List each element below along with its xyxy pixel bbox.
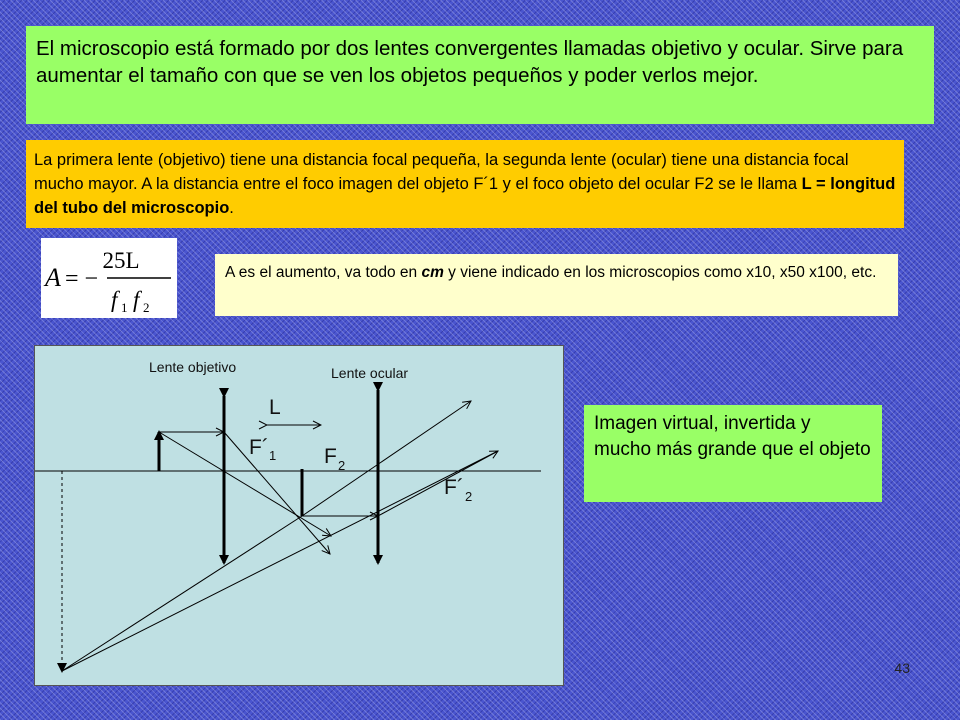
- magnification-note-text: A es el aumento, va todo en: [225, 264, 422, 281]
- formula-f2: f: [133, 287, 140, 312]
- formula-numerator: 25L: [102, 248, 140, 273]
- slide-number: 43: [894, 660, 910, 676]
- ocular-lens-label: Lente ocular: [331, 365, 409, 381]
- focus-f2-prime: F´: [444, 476, 464, 499]
- lens-info-end: .: [229, 199, 234, 217]
- formula-lhs: A: [45, 263, 61, 292]
- ray-refracted-objective: [224, 432, 330, 554]
- objective-lens-label: Lente objetivo: [149, 359, 237, 375]
- intro-text: El microscopio está formado por dos lentes convergentes llamadas objetivo y ocular. Sirve para aumentar el tamaño con que se ven los objetos pequeños y poder verlos mejor.: [36, 37, 904, 87]
- ray-center-objective: [159, 432, 331, 536]
- result-text: Imagen virtual, invertida y mucho más grande que el objeto: [594, 413, 871, 460]
- ray-refracted-ocular: [378, 451, 498, 516]
- formula-f1-sub: 1: [121, 300, 128, 315]
- formula-f1: f: [111, 287, 118, 312]
- magnification-note-box: [215, 254, 898, 316]
- virtual-extension-1: [62, 451, 498, 671]
- tube-length-label: L: [269, 396, 281, 419]
- focus-f2-prime-sub: 2: [465, 489, 473, 504]
- formula-equals: = −: [65, 266, 99, 292]
- focus-f1-prime-sub: 1: [269, 448, 277, 463]
- formula-svg: [41, 238, 177, 318]
- ray-diagram: [34, 345, 564, 686]
- focus-f1-prime: F´: [249, 436, 269, 459]
- result-box: [584, 405, 882, 502]
- unit-cm: cm: [421, 264, 444, 281]
- focus-f2-sub: 2: [338, 458, 346, 473]
- ray-diagram-svg: [35, 346, 565, 687]
- magnification-formula: [41, 238, 177, 318]
- lens-info-box: [26, 140, 904, 228]
- lens-info-text: La primera lente (objetivo) tiene una distancia focal pequeña, la segunda lente (ocular) tiene una distancia focal mucho mayor. A la distancia entre el foco imagen del objeto F´1 y el foco objeto del ocular F2 se le llama: [34, 151, 849, 193]
- intro-text-box: [26, 26, 934, 124]
- magnification-note-end: y viene indicado en los microscopios como x10, x50 x100, etc.: [443, 264, 877, 281]
- focus-f2: F: [324, 445, 337, 468]
- virtual-extension-2: [62, 516, 302, 671]
- tube-length-definition: L = longitud del tubo del microscopio: [34, 175, 896, 217]
- formula-f2-sub: 2: [143, 300, 150, 315]
